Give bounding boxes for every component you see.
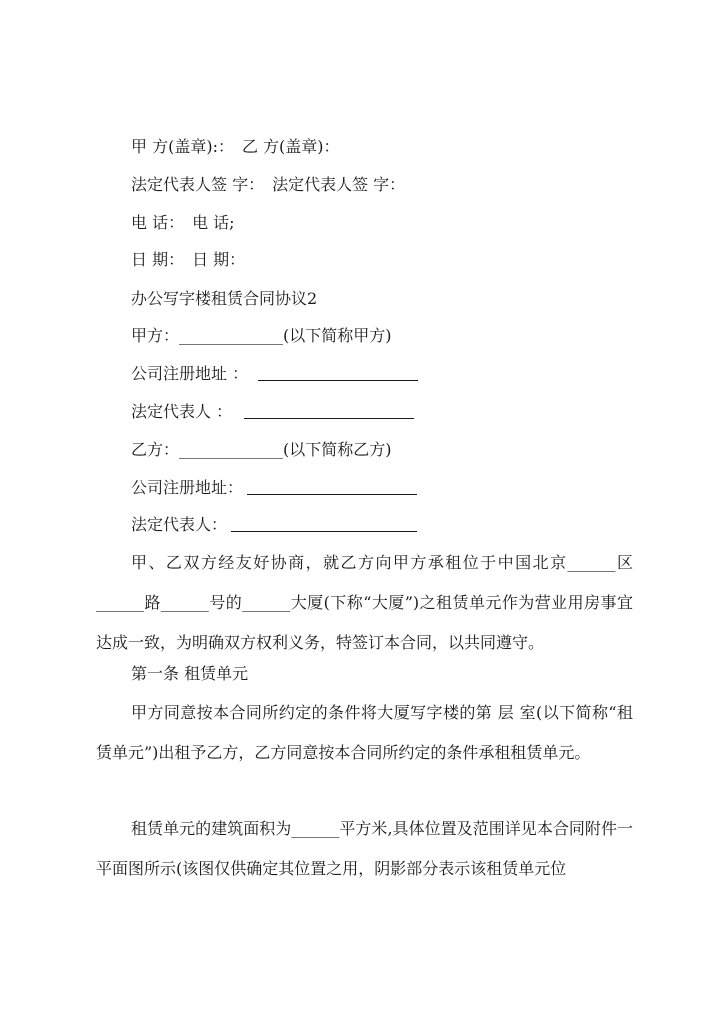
- article-1-paragraph-1: 甲方同意按本合同所约定的条件将大厦写字楼的第 层 室(以下简称“租赁单元”)出租予乙方，乙方同意按本合同所约定的条件承租租赁单元。: [96, 703, 633, 762]
- date-row: [131, 249, 245, 271]
- party-b-name-blank: _____________: [179, 440, 284, 459]
- party-b-rep-blank: [231, 515, 417, 532]
- party-a-seal-label: 甲 方(盖章):：: [131, 137, 234, 156]
- party-b-date-label: 日 期：: [192, 250, 246, 269]
- party-a-name-blank: _____________: [179, 326, 284, 345]
- party-b-line: [131, 439, 392, 461]
- phone-row: [131, 212, 235, 234]
- signature-row: [131, 174, 405, 196]
- party-b-address-blank: [247, 478, 417, 495]
- party-a-label: 甲方：: [131, 326, 180, 345]
- party-a-address-blank: [258, 364, 418, 381]
- party-a-rep-blank: [244, 402, 414, 419]
- party-a-rep-sign-label: 法定代表人签 字：: [131, 175, 265, 194]
- party-b-seal-label: 乙 方(盖章)：: [241, 137, 340, 156]
- party-a-phone-label: 电 话：: [131, 213, 185, 232]
- party-b-rep-line: [131, 514, 417, 536]
- party-b-label: 乙方：: [131, 440, 180, 459]
- party-a-address-label: 公司注册地址 ：: [131, 364, 249, 383]
- party-a-abbrev-note: (以下简称甲方): [283, 326, 392, 345]
- article-1-heading: 第一条 租赁单元: [131, 664, 249, 683]
- party-a-rep-label: 法定代表人 ：: [131, 402, 233, 421]
- preamble-paragraph: 甲、乙双方经友好协商，就乙方向甲方承租位于中国北京______区______路______号的______大厦(下称“大厦”)之租赁单元作为营业用房事宜达成一致，为明确双方权利义务，特签订本合同，以共同遵守。: [96, 553, 633, 652]
- party-a-rep-line: [131, 401, 414, 423]
- party-b-address-label: 公司注册地址：: [131, 478, 244, 497]
- seal-row: [131, 136, 340, 158]
- party-b-abbrev-note: (以下简称乙方): [283, 440, 392, 459]
- article-1-paragraph-2: 租赁单元的建筑面积为______平方米,具体位置及范围详见本合同附件一平面图所示(该图仅供确定其位置之用，阴影部分表示该租赁单元位: [96, 819, 633, 878]
- party-b-phone-label: 电 话;: [192, 213, 235, 232]
- party-b-address-line: [131, 477, 417, 499]
- party-a-line: [131, 325, 392, 347]
- party-b-rep-label: 法定代表人：: [131, 515, 228, 534]
- party-a-date-label: 日 期：: [131, 250, 185, 269]
- agreement-title: 办公写字楼租赁合同协议2: [131, 289, 318, 308]
- party-b-rep-sign-label: 法定代表人签 字：: [272, 175, 406, 194]
- party-a-address-line: [131, 363, 418, 385]
